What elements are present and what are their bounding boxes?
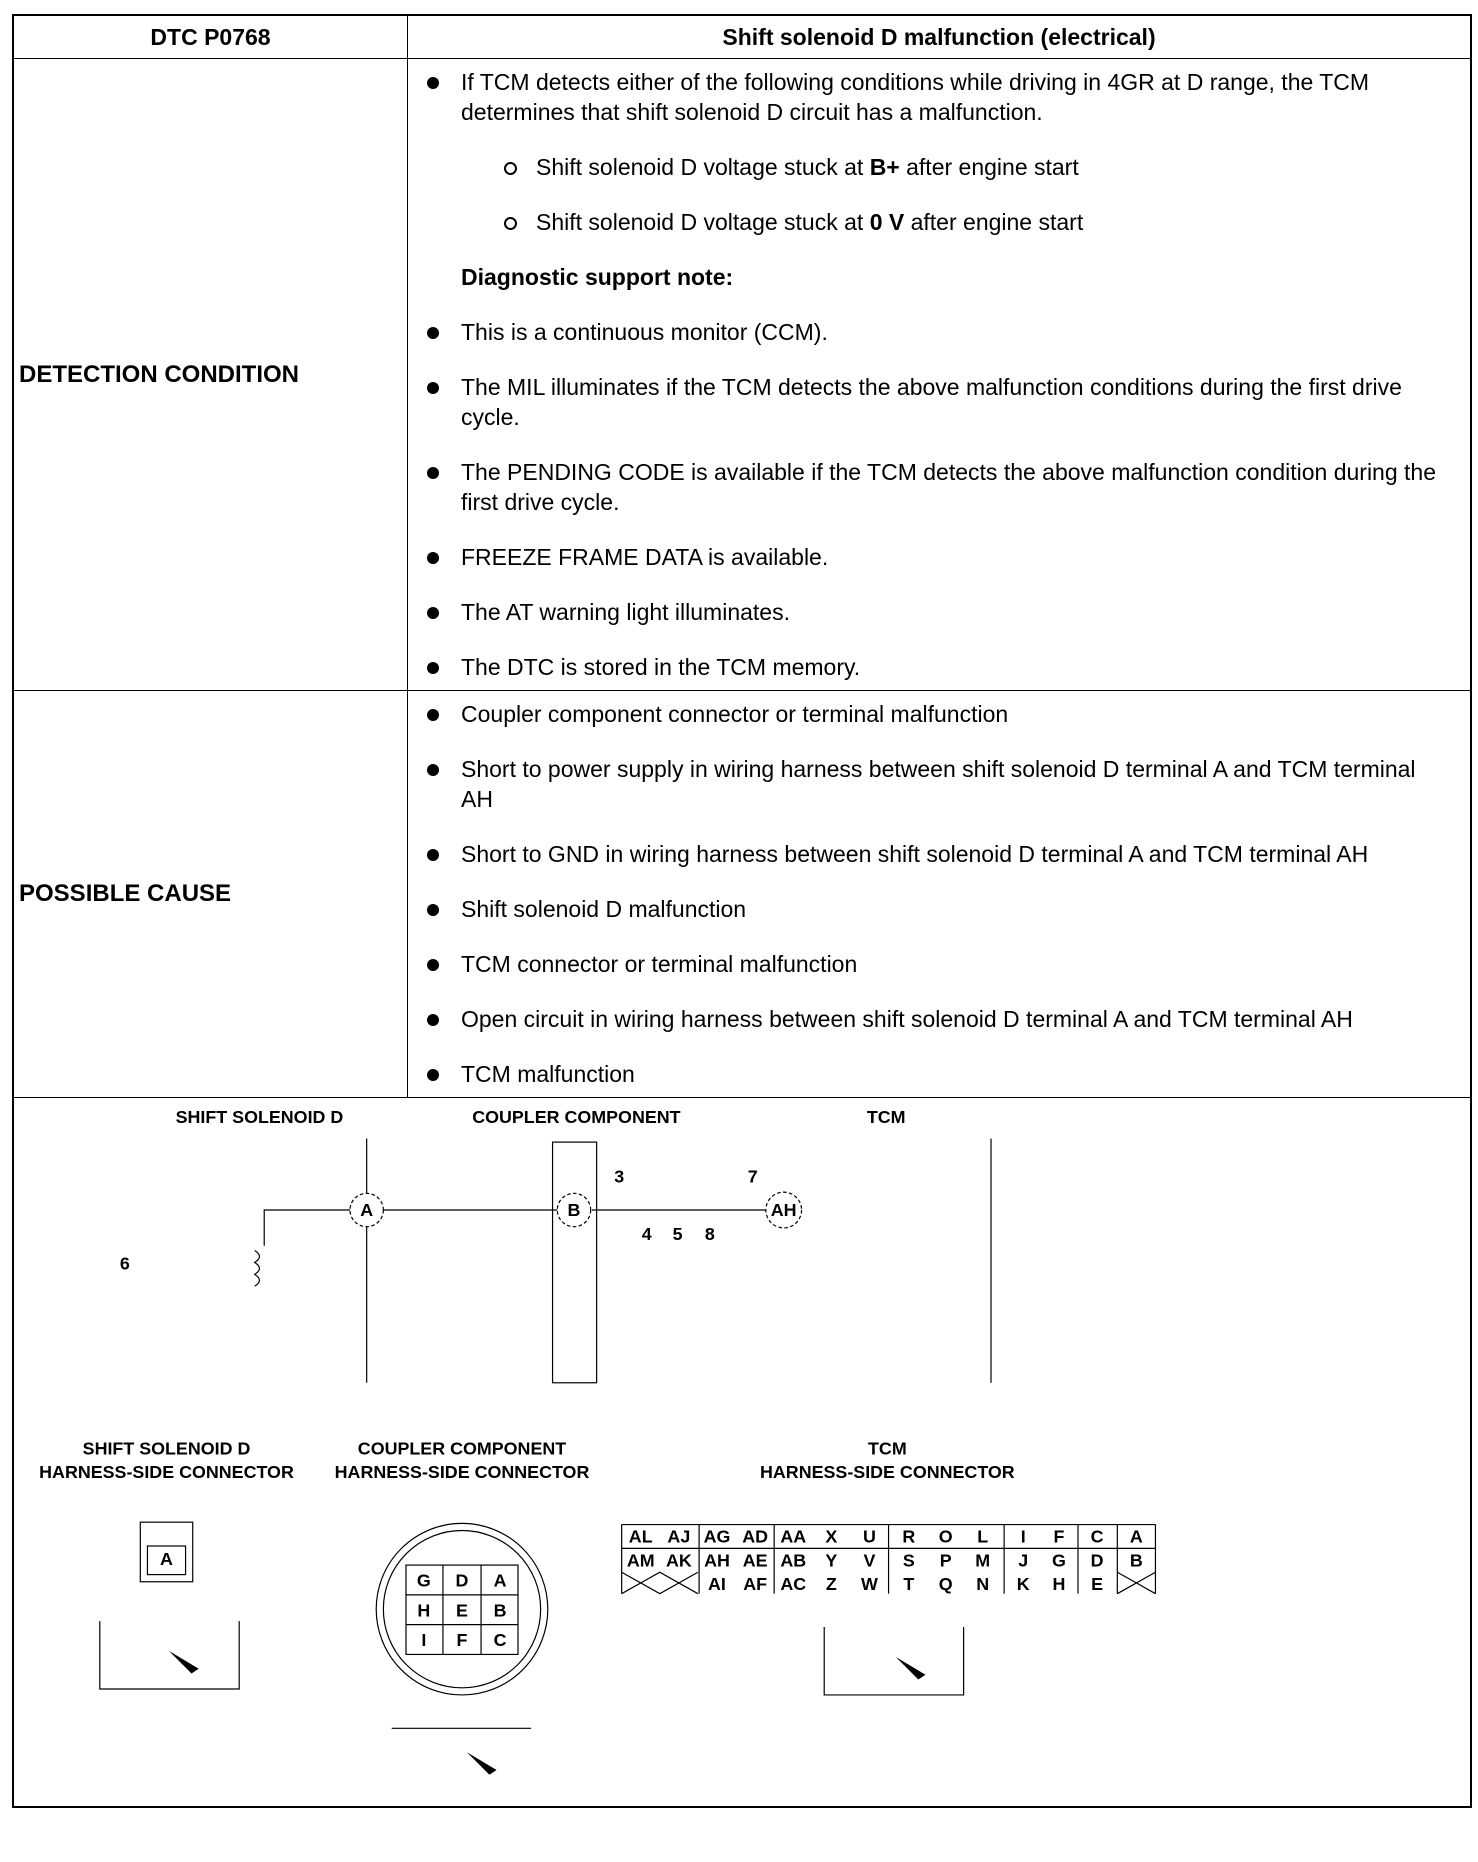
bullet-icon	[427, 327, 439, 339]
pin-label: AA	[780, 1526, 807, 1547]
pin-label: AK	[665, 1550, 692, 1571]
bullet-icon	[427, 959, 439, 971]
connector-view-icon	[100, 1621, 239, 1689]
item-text: TCM connector or terminal malfunction	[461, 951, 858, 977]
pin-label: D	[455, 1570, 469, 1591]
list-item	[461, 699, 1440, 729]
item-text: The DTC is stored in the TCM memory.	[461, 654, 861, 680]
connector-title: COUPLER COMPONENT	[357, 1438, 567, 1459]
list-item	[461, 67, 1440, 127]
bullet-icon	[427, 662, 439, 674]
pin-label: K	[1016, 1574, 1030, 1595]
pin-label: Z	[825, 1574, 837, 1595]
item-text: Shift solenoid D voltage stuck at	[536, 209, 870, 235]
item-text: Open circuit in wiring harness between shift solenoid D terminal A and TCM terminal AH	[461, 1006, 1353, 1032]
item-text: Shift solenoid D malfunction	[461, 896, 747, 922]
terminal-label: A	[360, 1199, 374, 1220]
pin-label: P	[939, 1550, 952, 1571]
pin-label: AE	[742, 1550, 768, 1571]
pin-label: V	[863, 1550, 876, 1571]
pin-label: H	[417, 1600, 431, 1621]
pin-label: B	[493, 1600, 507, 1621]
list-item	[461, 1059, 1440, 1089]
pin-label: AM	[626, 1550, 655, 1571]
callout: 4	[641, 1223, 652, 1244]
bullet-icon	[427, 552, 439, 564]
item-text: Shift solenoid D voltage stuck at	[536, 154, 870, 180]
bullet-icon	[427, 709, 439, 721]
list-item	[536, 207, 1440, 237]
connector-title: TCM	[868, 1438, 907, 1459]
connector-view-icon	[824, 1627, 963, 1695]
wiring-diagram-svg	[14, 1098, 1470, 1801]
pin-label: A	[1129, 1526, 1143, 1547]
note-title: Diagnostic support note:	[461, 264, 734, 290]
item-text: Coupler component connector or terminal malfunction	[461, 701, 1009, 727]
list-item	[461, 754, 1440, 814]
pin-label: W	[861, 1574, 878, 1595]
pin-label: C	[493, 1630, 507, 1651]
connector-title: HARNESS-SIDE CONNECTOR	[760, 1462, 1015, 1483]
list-item	[461, 894, 1440, 924]
list-item	[461, 542, 1440, 572]
possible-cause-label: POSSIBLE CAUSE	[13, 691, 408, 1098]
item-text: Short to power supply in wiring harness between shift solenoid D terminal A and TCM terminal AH	[461, 756, 1416, 812]
bullet-icon	[427, 77, 439, 89]
item-text: after engine start	[899, 154, 1079, 180]
pin-label: AF	[743, 1574, 768, 1595]
pin-label: Q	[938, 1574, 953, 1595]
pin-label: U	[863, 1526, 876, 1547]
bullet-icon	[427, 849, 439, 861]
pin-label: I	[421, 1630, 427, 1651]
pin-label: N	[976, 1574, 990, 1595]
pin-label: C	[1090, 1526, 1104, 1547]
pin-label: T	[903, 1574, 915, 1595]
item-text: The PENDING CODE is available if the TCM detects the above malfunction condition during the first drive cycle.	[461, 459, 1436, 515]
item-text: The MIL illuminates if the TCM detects the above malfunction conditions during the first drive cycle.	[461, 374, 1402, 430]
pin-label: D	[1090, 1550, 1104, 1571]
callout: 7	[747, 1166, 758, 1187]
connector-title: HARNESS-SIDE CONNECTOR	[39, 1462, 294, 1483]
pin-label: AJ	[667, 1526, 691, 1547]
circle-bullet-icon	[504, 217, 517, 230]
pin-label: AC	[780, 1574, 807, 1595]
pin-label: M	[975, 1550, 991, 1571]
item-text: FREEZE FRAME DATA is available.	[461, 544, 829, 570]
item-text: after engine start	[904, 209, 1084, 235]
bullet-icon	[427, 1014, 439, 1026]
pin-label: G	[1051, 1550, 1066, 1571]
bullet-icon	[427, 382, 439, 394]
item-text: The AT warning light illuminates.	[461, 599, 790, 625]
diagram-title: SHIFT SOLENOID D	[175, 1107, 344, 1128]
item-text: Short to GND in wiring harness between shift solenoid D terminal A and TCM terminal AH	[461, 841, 1369, 867]
possible-cause-content	[408, 691, 1472, 1098]
callout: 8	[704, 1223, 715, 1244]
list-item	[461, 839, 1440, 869]
pin-label: E	[456, 1600, 468, 1621]
connector-title: HARNESS-SIDE CONNECTOR	[334, 1462, 590, 1483]
detection-label: DETECTION CONDITION	[13, 59, 408, 691]
pin-label: J	[1018, 1550, 1029, 1571]
dtc-table	[12, 14, 1472, 1808]
pin-label: S	[902, 1550, 915, 1571]
bullet-icon	[427, 764, 439, 776]
callout: 6	[119, 1253, 130, 1274]
bullet-icon	[427, 467, 439, 479]
list-item	[461, 1004, 1440, 1034]
dtc-code: DTC P0768	[13, 15, 408, 59]
pin-label: R	[902, 1526, 916, 1547]
diagram-title: TCM	[866, 1107, 906, 1128]
list-item	[461, 597, 1440, 627]
item-text: This is a continuous monitor (CCM).	[461, 319, 828, 345]
wiring-diagram	[13, 1098, 1471, 1808]
connector-title: SHIFT SOLENOID D	[82, 1438, 251, 1459]
list-item	[461, 949, 1440, 979]
pin-label: B	[1129, 1550, 1143, 1571]
list-item	[461, 457, 1440, 517]
pin-label: AI	[708, 1574, 726, 1595]
pin-label: A	[493, 1570, 507, 1591]
list-item	[461, 317, 1440, 347]
pin-label: F	[1053, 1526, 1065, 1547]
coil-icon	[255, 1251, 260, 1287]
list-item	[461, 652, 1440, 682]
pin-label: X	[825, 1526, 838, 1547]
pin-label: I	[1020, 1526, 1026, 1547]
pin-label: G	[416, 1570, 431, 1591]
callout: 3	[614, 1166, 625, 1187]
pin-label: Y	[825, 1550, 838, 1571]
item-text: TCM malfunction	[461, 1061, 635, 1087]
terminal-label: B	[567, 1199, 581, 1220]
bullet-icon	[427, 607, 439, 619]
pin-label: E	[1091, 1574, 1104, 1595]
pin-label: F	[456, 1630, 468, 1651]
list-item	[536, 152, 1440, 182]
list-item	[461, 372, 1440, 432]
pin-label: AL	[628, 1526, 653, 1547]
item-bold: 0 V	[869, 209, 905, 235]
circle-bullet-icon	[504, 162, 517, 175]
pin-label: H	[1052, 1574, 1066, 1595]
pin-label: L	[977, 1526, 989, 1547]
terminal-label: AH	[770, 1199, 797, 1220]
bullet-icon	[427, 1069, 439, 1081]
item-text: If TCM detects either of the following conditions while driving in 4GR at D range, the TCM determines that shift solenoid D circuit has a malfunction.	[461, 69, 1370, 125]
pin-label: AG	[703, 1526, 731, 1547]
callout: 5	[672, 1223, 683, 1244]
pin-label: AH	[704, 1550, 730, 1571]
bullet-icon	[427, 904, 439, 916]
item-bold: B+	[869, 154, 900, 180]
pin-label: AD	[742, 1526, 769, 1547]
pin-label: A	[160, 1549, 173, 1570]
tcm-connector	[622, 1525, 1156, 1595]
detection-content	[408, 59, 1472, 691]
diagram-title: COUPLER COMPONENT	[472, 1107, 681, 1128]
pin-label: O	[938, 1526, 953, 1547]
dtc-title: Shift solenoid D malfunction (electrical)	[408, 15, 1472, 59]
pin-label: AB	[780, 1550, 807, 1571]
